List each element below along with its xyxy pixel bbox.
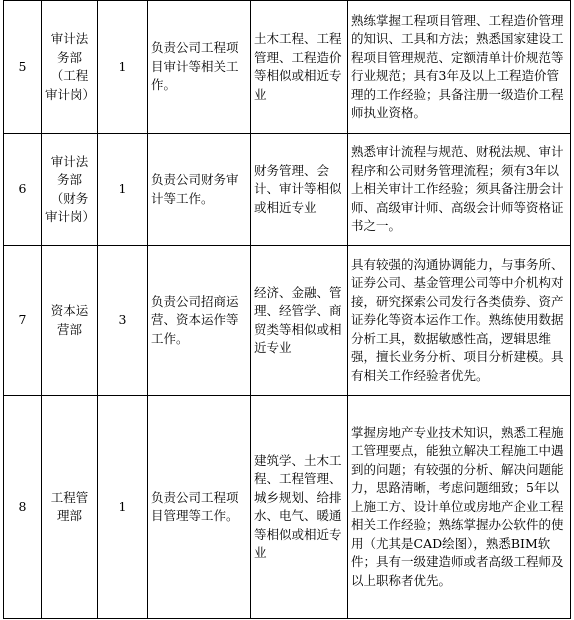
- major-cell: 建筑学、土木工程、工程管理、城乡规划、给排水、电气、暖通等相似或相近专业: [251, 396, 348, 619]
- row-number: 6: [4, 134, 42, 246]
- recruitment-table: [3, 0, 571, 619]
- headcount-cell: 3: [98, 246, 148, 396]
- headcount-cell: 1: [98, 1, 148, 134]
- row-number: 8: [4, 396, 42, 619]
- department-cell: 工程管理部: [42, 396, 98, 619]
- duty-cell: 负责公司工程项目审计等相关工作。: [148, 1, 251, 134]
- department-cell: 资本运营部: [42, 246, 98, 396]
- table-row: [4, 396, 571, 619]
- row-number: 5: [4, 1, 42, 134]
- requirements-cell: 具有较强的沟通协调能力，与事务所、证券公司、基金管理公司等中介机构对接，研究探索公司发行各类债券、资产证券化等资本运作工作。熟练使用数据分析工具，数据敏感性高，逻辑思维强，擅长业务分析、项目分析建模。具有相关工作经验者优先。: [348, 246, 571, 396]
- table-row: [4, 134, 571, 246]
- department-cell: 审计法务部（工程审计岗）: [42, 1, 98, 134]
- requirements-cell: 熟练掌握工程项目管理、工程造价管理的知识、工具和方法；熟悉国家建设工程项目管理规范、定额清单计价规范等行业规范；具有3年及以上工程造价管理的工作经验；具备注册一级造价工程师执业资格。: [348, 1, 571, 134]
- major-cell: 财务管理、会计、审计等相似或相近专业: [251, 134, 348, 246]
- row-number: 7: [4, 246, 42, 396]
- requirements-cell: 掌握房地产专业技术知识，熟悉工程施工管理要点，能独立解决工程施工中遇到的问题；有较强的分析、解决问题能力，思路清晰，考虑问题细致；5年以上施工方、设计单位或房地产企业工程相关工作经验；熟练掌握办公软件的使用（尤其是CAD绘图），熟悉BIM软件；具有一级建造师或者高级工程师及以上职称者优先。: [348, 396, 571, 619]
- duty-cell: 负责公司财务审计等工作。: [148, 134, 251, 246]
- duty-cell: 负责公司工程项目管理等工作。: [148, 396, 251, 619]
- department-cell: 审计法务部（财务审计岗）: [42, 134, 98, 246]
- major-cell: 土木工程、工程管理、工程造价等相似或相近专业: [251, 1, 348, 134]
- table-row: [4, 246, 571, 396]
- duty-cell: 负责公司招商运营、资本运作等工作。: [148, 246, 251, 396]
- headcount-cell: 1: [98, 396, 148, 619]
- table-row: [4, 1, 571, 134]
- requirements-cell: 熟悉审计流程与规范、财税法规、审计程序和公司财务管理流程；须有3年以上相关审计工作经验；须具备注册会计师、高级审计师、高级会计师等资格证书之一。: [348, 134, 571, 246]
- headcount-cell: 1: [98, 134, 148, 246]
- major-cell: 经济、金融、管理、经管学、商贸类等相似或相近专业: [251, 246, 348, 396]
